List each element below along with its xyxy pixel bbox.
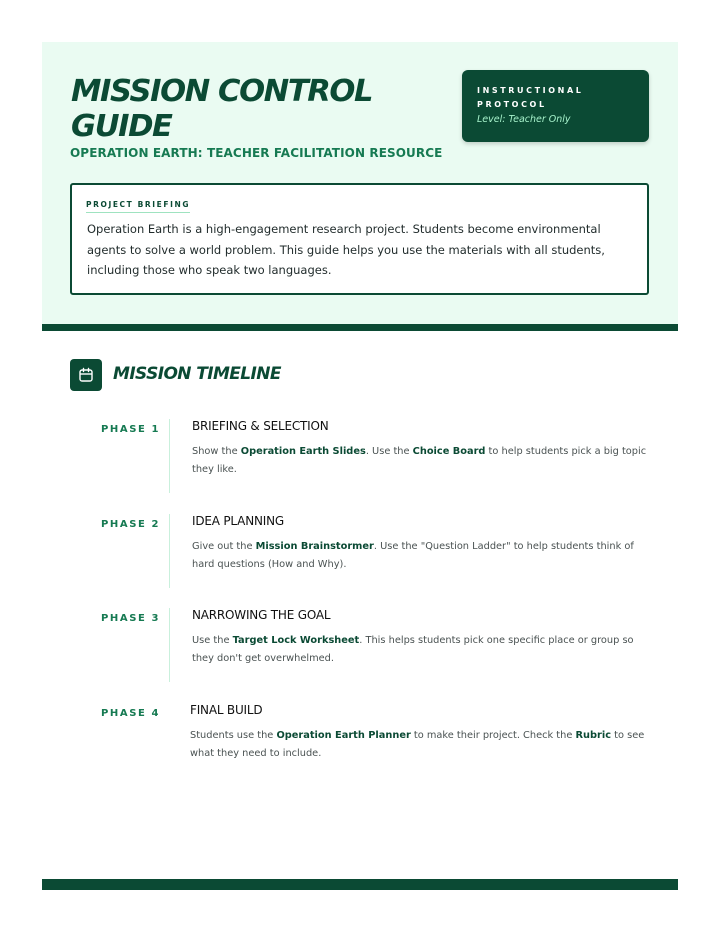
description-text: . Use the <box>365 446 413 457</box>
calendar-icon-glyph <box>78 367 94 383</box>
description-text: Give out the <box>192 541 256 552</box>
description-text: . This helps students pick one specific place or group so they don't get overwhelmed. <box>192 635 634 664</box>
phase-connector <box>169 514 170 588</box>
description-text: . Use the "Question Ladder" to help students think of hard questions (How and Why). <box>192 541 634 570</box>
protocol-label: INSTRUCTIONAL PROTOCOL <box>477 86 584 109</box>
description-text: to make their project. Check the <box>410 730 576 741</box>
description-text: to see what they need to include. <box>190 730 645 759</box>
header-section <box>42 42 678 324</box>
page-subtitle: OPERATION EARTH: TEACHER FACILITATION RESOURCE <box>70 146 443 160</box>
phase-title: NARROWING THE GOAL <box>192 608 331 622</box>
briefing-text: Operation Earth is a high-engagement research project. Students become environmental agents to solve a world problem. This guide helps you use the materials with all students, including those who speak two languages. <box>87 222 605 277</box>
guide-page <box>42 42 678 890</box>
page-title: MISSION CONTROL GUIDE <box>71 74 373 144</box>
phase-description <box>190 727 652 763</box>
phase-title: FINAL BUILD <box>190 703 263 717</box>
phase-label: PHASE 4 <box>101 708 161 719</box>
phase-description <box>192 632 654 668</box>
footer-band <box>42 879 678 890</box>
protocol-badge <box>462 70 649 142</box>
highlighted-resource: Rubric <box>575 730 612 741</box>
phase-description <box>192 538 654 574</box>
phase-label: PHASE 1 <box>101 424 161 435</box>
description-text: to help students pick a big topic they like. <box>192 446 647 475</box>
phase-connector <box>169 608 170 682</box>
protocol-level: Level: Teacher Only <box>477 114 571 125</box>
phase-label: PHASE 3 <box>101 613 161 624</box>
phase-title: BRIEFING & SELECTION <box>192 419 329 433</box>
highlighted-resource: Operation Earth Slides <box>240 446 366 457</box>
highlighted-resource: Mission Brainstormer <box>255 541 374 552</box>
phase-connector <box>169 419 170 493</box>
description-text: Students use the <box>190 730 277 741</box>
description-text: Show the <box>192 446 241 457</box>
briefing-label: PROJECT BRIEFING <box>86 200 190 213</box>
highlighted-resource: Choice Board <box>412 446 486 457</box>
highlighted-resource: Operation Earth Planner <box>276 730 411 741</box>
project-briefing-box <box>70 183 649 295</box>
description-text: Use the <box>192 635 233 646</box>
phase-description <box>192 443 654 479</box>
timeline-title: MISSION TIMELINE <box>113 364 281 384</box>
highlighted-resource: Target Lock Worksheet <box>232 635 360 646</box>
phase-label: PHASE 2 <box>101 519 161 530</box>
calendar-icon <box>70 359 102 391</box>
header-divider-band <box>42 324 678 331</box>
phase-title: IDEA PLANNING <box>192 514 284 528</box>
